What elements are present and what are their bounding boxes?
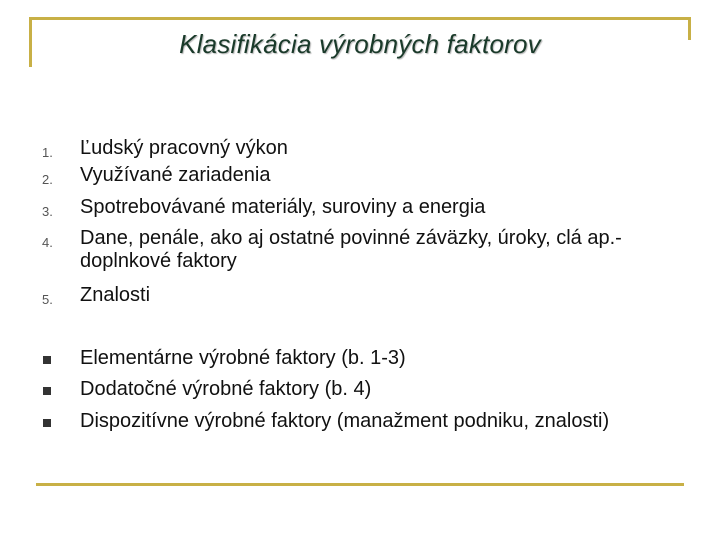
- square-bullet-icon: [43, 387, 51, 395]
- square-bullet-icon: [43, 356, 51, 364]
- list-item-text: Dispozitívne výrobné faktory (manažment podniku, znalosti): [80, 410, 610, 432]
- list-item-text: Dodatočné výrobné faktory (b. 4): [80, 378, 372, 400]
- list-item-text: Znalosti: [80, 284, 151, 306]
- list-item-text: Spotrebovávané materiály, suroviny a energia: [80, 196, 486, 218]
- list-item-text: Dane, penále, ako aj ostatné povinné záväzky, úroky, clá ap.- doplnkové faktory: [80, 227, 622, 272]
- list-item-text: Využívané zariadenia: [80, 164, 271, 186]
- square-bullet-icon: [43, 419, 51, 427]
- list-number: 4.: [42, 235, 53, 250]
- bottom-rule: [36, 483, 684, 486]
- list-number: 2.: [42, 172, 53, 187]
- list-number: 5.: [42, 292, 53, 307]
- list-item-text: Ľudský pracovný výkon: [80, 137, 288, 159]
- slide-title: Klasifikácia výrobných faktorov: [179, 29, 541, 59]
- list-number: 3.: [42, 204, 53, 219]
- list-number: 1.: [42, 145, 53, 160]
- list-item-text: Elementárne výrobné faktory (b. 1-3): [80, 347, 406, 369]
